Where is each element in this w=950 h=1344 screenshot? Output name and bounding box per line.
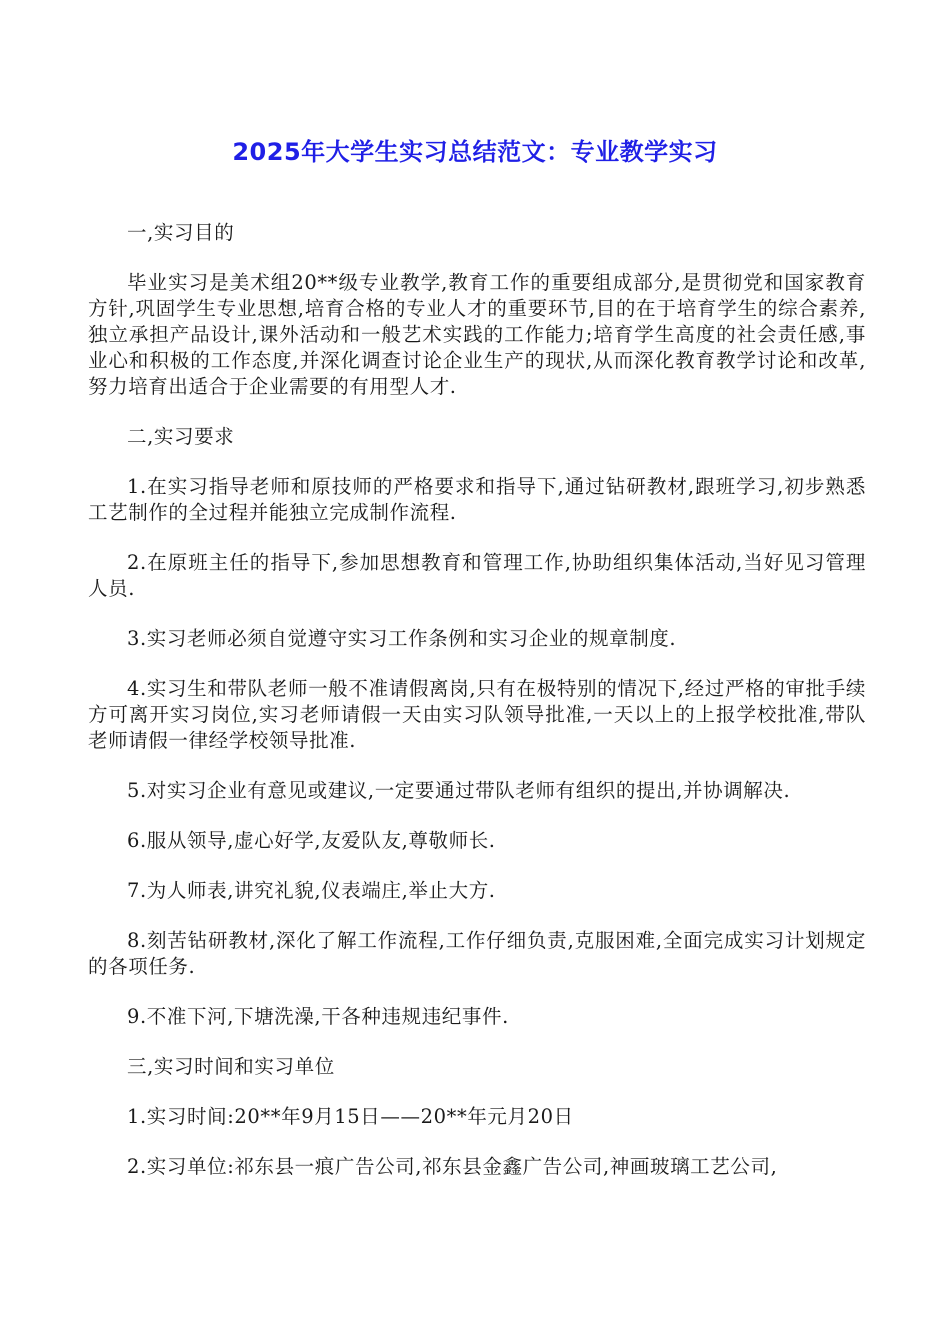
document-title: 2025年大学生实习总结范文：专业教学实习 bbox=[232, 138, 718, 166]
requirement-item-9: 9.不准下河,下塘洗澡,干各种违规违纪事件. bbox=[127, 1005, 509, 1028]
requirement-item-3: 3.实习老师必须自觉遵守实习工作条例和实习企业的规章制度. bbox=[127, 627, 677, 650]
internship-time: 1.实习时间:20**年9月15日——20**年元月20日 bbox=[127, 1105, 574, 1128]
requirement-item-1: 1.在实习指导老师和原技师的严格要求和指导下,通过钻研教材,跟班学习,初步熟悉工艺制作的全过程并能独立完成制作流程. bbox=[88, 475, 866, 524]
internship-units: 2.实习单位:祁东县一痕广告公司,祁东县金鑫广告公司,神画玻璃工艺公司, bbox=[127, 1155, 778, 1178]
requirement-item-6: 6.服从领导,虚心好学,友爱队友,尊敬师长. bbox=[127, 829, 496, 852]
requirement-item-7: 7.为人师表,讲究礼貌,仪表端庄,举止大方. bbox=[127, 879, 496, 902]
requirement-item-4: 4.实习生和带队老师一般不准请假离岗,只有在极特别的情况下,经过严格的审批手续方可离开实习岗位,实习老师请假一天由实习队领导批准,一天以上的上报学校批准,带队老师请假一律经学校领导批准. bbox=[88, 677, 866, 752]
paragraph-purpose: 毕业实习是美术组20**级专业教学,教育工作的重要组成部分,是贯彻党和国家教育方针,巩固学生专业思想,培育合格的专业人才的重要环节,目的在于培育学生的综合素养,独立承担产品设计,课外活动和一般艺术实践的工作能力;培育学生高度的社会责任感,事业心和积极的工作态度,并深化调查讨论企业生产的现状,从而深化教育教学讨论和改革,努力培育出适合于企业需要的有用型人才. bbox=[88, 271, 866, 398]
document-body bbox=[88, 220, 866, 1204]
requirement-item-5: 5.对实习企业有意见或建议,一定要通过带队老师有组织的提出,并协调解决. bbox=[127, 779, 791, 802]
requirement-item-2: 2.在原班主任的指导下,参加思想教育和管理工作,协助组织集体活动,当好见习管理人员. bbox=[88, 551, 866, 600]
requirement-item-8: 8.刻苦钻研教材,深化了解工作流程,工作仔细负责,克服困难,全面完成实习计划规定的各项任务. bbox=[88, 929, 866, 978]
section-heading-requirements: 二,实习要求 bbox=[127, 425, 235, 448]
section-heading-purpose: 一,实习目的 bbox=[127, 221, 235, 244]
section-heading-time-and-unit: 三,实习时间和实习单位 bbox=[127, 1055, 335, 1078]
